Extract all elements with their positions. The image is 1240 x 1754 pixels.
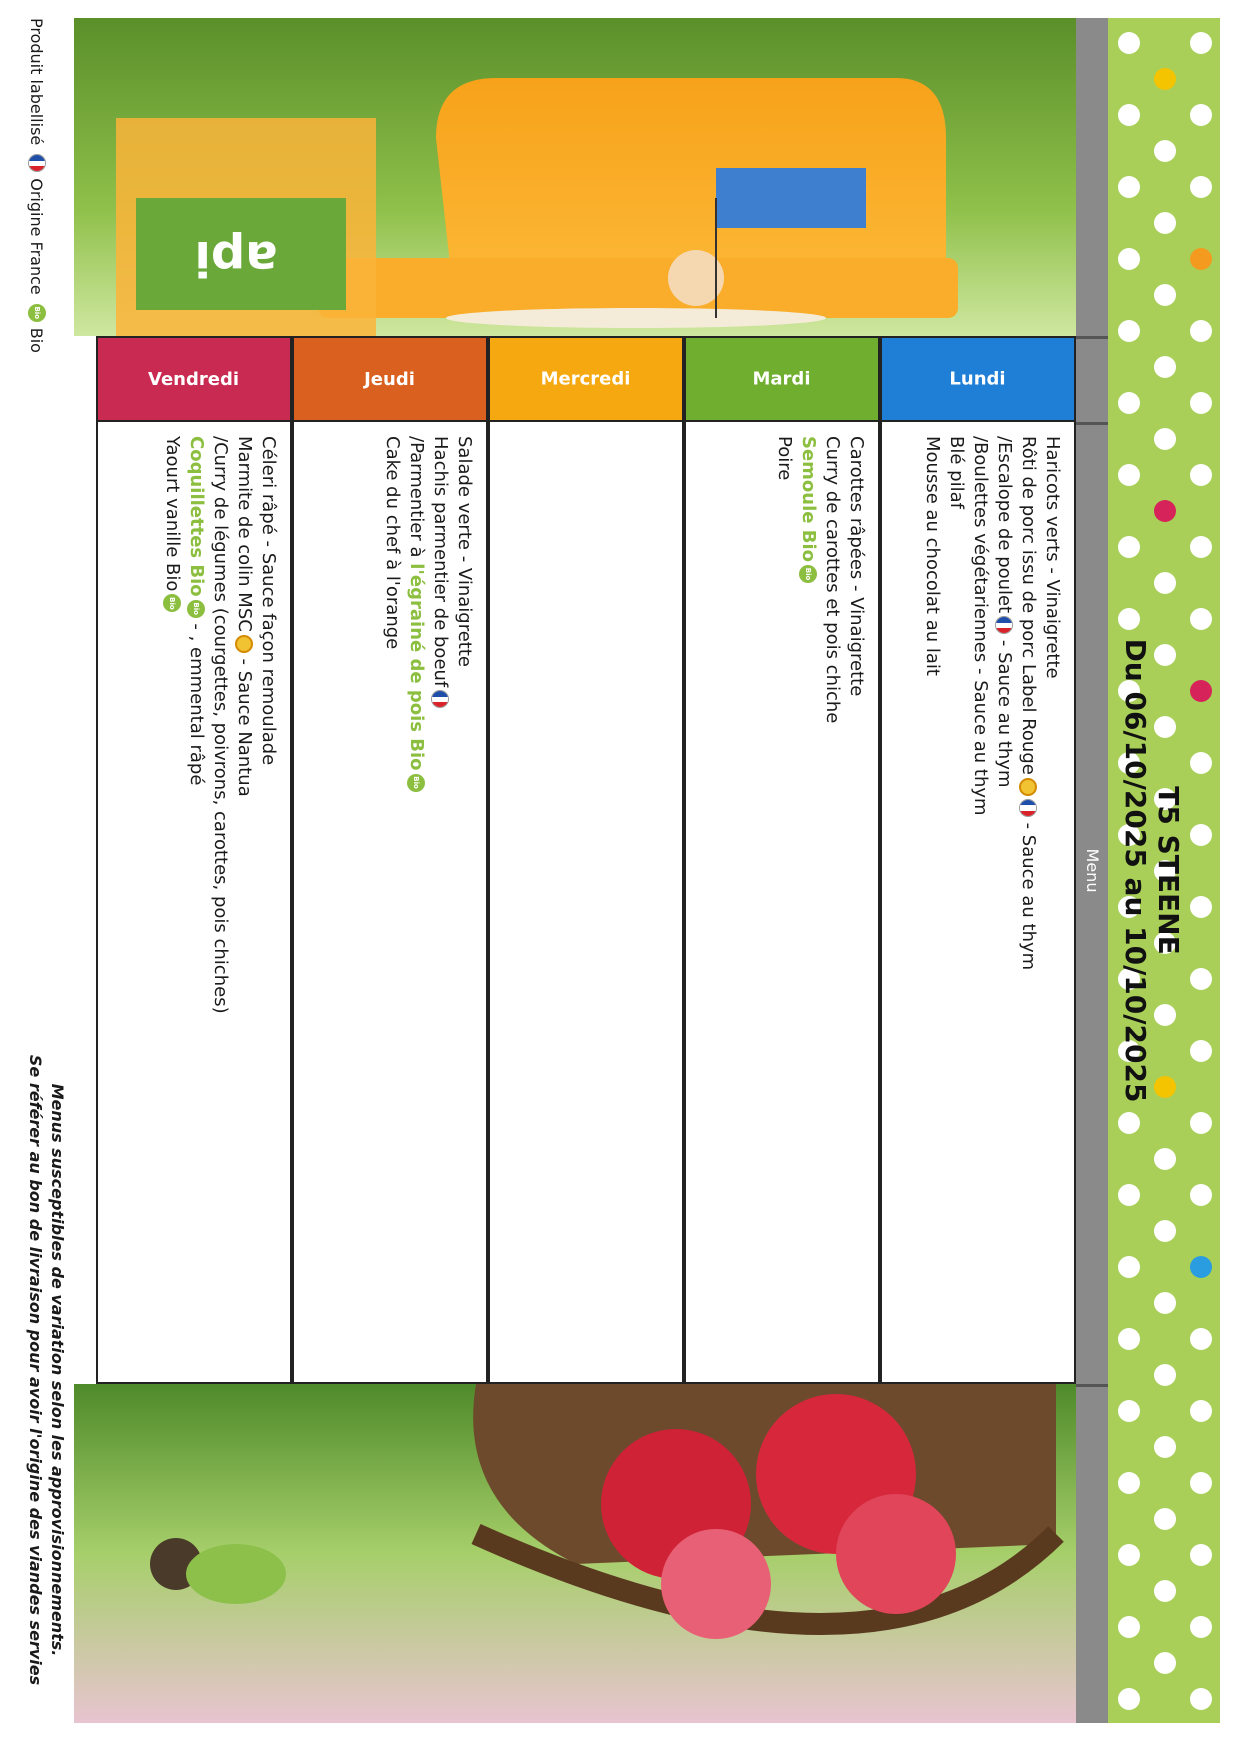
menu-item-text: Mousse au chocolat au lait (922, 436, 943, 676)
menu-item-suffix: - Sauce au thym (1018, 816, 1039, 971)
polka-dot (1190, 104, 1212, 126)
label-icon (1019, 778, 1037, 796)
note-line-2: Se référer au bon de livraison pour avoir l'origine des viandes servies (26, 1054, 45, 1686)
menu-item (968, 436, 992, 1382)
bio-icon: Bio (187, 600, 205, 618)
polka-dot (1190, 1616, 1212, 1638)
days-column (74, 336, 1076, 422)
menu-item (844, 436, 868, 1382)
polka-dot (1190, 1256, 1212, 1278)
menu-item (208, 436, 232, 1382)
menu-item-text: Blé pilaf (946, 436, 967, 509)
notes (24, 1020, 68, 1720)
polka-dot (1190, 752, 1212, 774)
menu-row-mardi (684, 422, 880, 1384)
menu-item-text: /Boulettes végétariennes - Sauce au thym (970, 436, 991, 816)
menu-item (404, 436, 428, 1382)
polka-dot (1190, 1400, 1212, 1422)
day-label-mercredi (488, 336, 684, 422)
page-title: T5 STEENE (1152, 786, 1185, 955)
note-line-1: Menus susceptibles de variation selon les approvisionnements. (48, 1083, 67, 1657)
bio-icon: Bio (407, 774, 425, 792)
polka-dot (1190, 1544, 1212, 1566)
menu-item (232, 436, 256, 1382)
date-range: Du 06/10/2025 au 10/10/2025 (1119, 638, 1152, 1103)
menu-item-suffix: - Sauce Nantua (234, 652, 255, 797)
polka-dot (1190, 1040, 1212, 1062)
day-label-lundi (880, 336, 1076, 422)
menu-item-bio-text: l'égrainé de pois Bio (406, 563, 427, 771)
polka-dot (1190, 1112, 1212, 1134)
menu-item-text: Yaourt vanille Bio (162, 436, 183, 592)
day-name: Jeudi (364, 368, 416, 390)
menu-item-text: Haricots verts - Vinaigrette (1042, 436, 1063, 679)
menu-item (428, 436, 452, 1382)
title-block (1118, 18, 1184, 1723)
menu-item (160, 436, 184, 1382)
menu-item-text: Hachis parmentier de boeuf (430, 436, 451, 688)
menu-item-text: Semoule Bio (798, 436, 819, 563)
menu-row-jeudi (292, 422, 488, 1384)
france-flag-icon (28, 154, 46, 172)
legend-label-text: Produit labellisé (27, 18, 47, 146)
france-flag-icon (1019, 799, 1037, 817)
day-label-jeudi (292, 336, 488, 422)
legend (22, 18, 52, 359)
polka-dot (1190, 1328, 1212, 1350)
api-logo-text: api (194, 230, 278, 286)
menu-item (920, 436, 944, 1382)
menu-item-text: /Curry de légumes (courgettes, poivrons, carottes, pois chiches) (210, 436, 231, 1014)
polka-dot (1190, 320, 1212, 342)
menu-item (944, 436, 968, 1382)
menu-item-suffix: - , emmental râpé (186, 617, 207, 786)
bio-icon: Bio (28, 304, 46, 322)
polka-dot (1190, 1688, 1212, 1710)
menu-item-text: /Escalope de poulet (994, 436, 1015, 614)
polka-dot (1190, 896, 1212, 918)
menu-item-text: /Parmentier à (406, 436, 427, 564)
day-name: Mardi (753, 368, 811, 390)
menu-item-text: Rôti de porc issu de porc Label Rouge (1018, 436, 1039, 775)
polka-dot (1190, 464, 1212, 486)
label-icon (235, 635, 253, 653)
menu-row-vendredi (96, 422, 292, 1384)
menu-item (380, 436, 404, 1382)
bio-icon: Bio (163, 594, 181, 612)
menu-item-text: Cake du chef à l'orange (382, 436, 403, 650)
polka-dot (1190, 824, 1212, 846)
polka-dot (1190, 392, 1212, 414)
polka-dot (1190, 608, 1212, 630)
legend-france-text: Origine France (27, 178, 47, 295)
menu-item-text: Marmite de colin MSC (234, 436, 255, 632)
polka-dot (1190, 968, 1212, 990)
menu-item-text: Coquillettes Bio (186, 436, 207, 597)
polka-dot (1190, 1184, 1212, 1206)
header-banner (1108, 18, 1220, 1723)
day-name: Vendredi (148, 368, 240, 390)
menu-item-text: Carottes râpées - Vinaigrette (846, 436, 867, 697)
menu-item (452, 436, 476, 1382)
boot-illustration (74, 18, 1076, 336)
menu-item-text: Poire (774, 436, 795, 481)
menu-item (820, 436, 844, 1382)
menu-item (1016, 436, 1040, 1382)
day-label-vendredi (96, 336, 292, 422)
menu-content (74, 422, 1076, 1384)
polka-dot (1190, 680, 1212, 702)
polka-dot (1190, 1472, 1212, 1494)
polka-dot (1190, 536, 1212, 558)
menu-item-suffix: - Sauce au thym (994, 634, 1015, 788)
menu-strip (1076, 18, 1108, 1723)
menu-item (992, 436, 1016, 1382)
apple-basket-illustration (74, 1384, 1076, 1723)
menu-row-mercredi (488, 422, 684, 1384)
legend-bio-text: Bio (27, 327, 47, 353)
menu-item (184, 436, 208, 1382)
day-name: Lundi (949, 368, 1007, 390)
menu-row-lundi (880, 422, 1076, 1384)
menu-item-text: Céleri râpé - Sauce façon remoulade (258, 436, 279, 766)
bio-icon: Bio (799, 565, 817, 583)
polka-dot (1190, 32, 1212, 54)
menu-label: Menu (1083, 848, 1102, 893)
day-name: Mercredi (541, 368, 631, 390)
france-flag-icon (431, 690, 449, 708)
menu-item-text: Curry de carottes et pois chiche (822, 436, 843, 724)
menu-item (256, 436, 280, 1382)
polka-dot (1190, 176, 1212, 198)
menu-item (1040, 436, 1064, 1382)
menu-item-text: Salade verte - Vinaigrette (454, 436, 475, 667)
day-label-mardi (684, 336, 880, 422)
menu-item (796, 436, 820, 1382)
france-flag-icon (995, 616, 1013, 634)
menu-item (772, 436, 796, 1382)
polka-dot (1190, 248, 1212, 270)
